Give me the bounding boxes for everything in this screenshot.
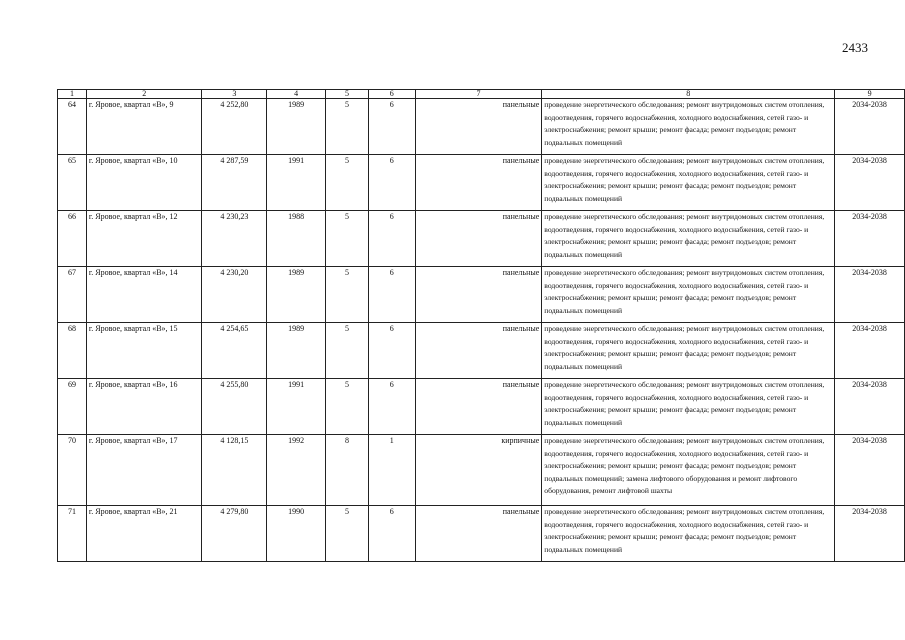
table-row bbox=[58, 379, 905, 435]
works-cell: проведение энергетического обследования; ремонт внутридомовых систем отопления, водоотведения, горячего водоснабжения, холодного водоснабжения, сетей газо- и электроснабжения; ремонт крыши; ремонт фасада; ремонт подъездов; ремонт подвальных помещений bbox=[542, 323, 835, 379]
address-cell: г. Яровое, квартал «В», 9 bbox=[86, 99, 202, 155]
floors-cell: 5 bbox=[326, 267, 369, 323]
works-cell: проведение энергетического обследования; ремонт внутридомовых систем отопления, водоотведения, горячего водоснабжения, холодного водоснабжения, сетей газо- и электроснабжения; ремонт крыши; ремонт фасада; ремонт подъездов; ремонт подвальных помещений bbox=[542, 99, 835, 155]
column-header: 8 bbox=[542, 90, 835, 99]
works-cell: проведение энергетического обследования; ремонт внутридомовых систем отопления, водоотведения, горячего водоснабжения, холодного водоснабжения, сетей газо- и электроснабжения; ремонт крыши; ремонт фасада; ремонт подъездов; ремонт подвальных помещений bbox=[542, 267, 835, 323]
address-cell: г. Яровое, квартал «В», 10 bbox=[86, 155, 202, 211]
period-cell: 2034-2038 bbox=[835, 267, 905, 323]
address-cell: г. Яровое, квартал «В», 12 bbox=[86, 211, 202, 267]
row-number: 71 bbox=[58, 506, 87, 562]
wall-material-cell: панельные bbox=[415, 155, 542, 211]
wall-material-cell: панельные bbox=[415, 99, 542, 155]
area-cell: 4 287,59 bbox=[202, 155, 267, 211]
year-cell: 1989 bbox=[267, 267, 326, 323]
column-header: 2 bbox=[86, 90, 202, 99]
row-number: 65 bbox=[58, 155, 87, 211]
area-cell: 4 230,20 bbox=[202, 267, 267, 323]
wall-material-cell: панельные bbox=[415, 323, 542, 379]
column-header: 7 bbox=[415, 90, 542, 99]
address-cell: г. Яровое, квартал «В», 15 bbox=[86, 323, 202, 379]
column-header: 9 bbox=[835, 90, 905, 99]
floors-cell: 5 bbox=[326, 379, 369, 435]
row-number: 64 bbox=[58, 99, 87, 155]
address-cell: г. Яровое, квартал «В», 17 bbox=[86, 435, 202, 506]
entrances-cell: 6 bbox=[368, 506, 415, 562]
column-header: 6 bbox=[368, 90, 415, 99]
wall-material-cell: панельные bbox=[415, 267, 542, 323]
entrances-cell: 6 bbox=[368, 267, 415, 323]
works-cell: проведение энергетического обследования; ремонт внутридомовых систем отопления, водоотведения, горячего водоснабжения, холодного водоснабжения, сетей газо- и электроснабжения; ремонт крыши; ремонт фасада; ремонт подъездов; ремонт подвальных помещений bbox=[542, 155, 835, 211]
floors-cell: 5 bbox=[326, 211, 369, 267]
row-number: 68 bbox=[58, 323, 87, 379]
table-row bbox=[58, 267, 905, 323]
column-header: 4 bbox=[267, 90, 326, 99]
area-cell: 4 230,23 bbox=[202, 211, 267, 267]
wall-material-cell: панельные bbox=[415, 211, 542, 267]
column-header: 3 bbox=[202, 90, 267, 99]
floors-cell: 5 bbox=[326, 99, 369, 155]
year-cell: 1991 bbox=[267, 155, 326, 211]
table-row bbox=[58, 506, 905, 562]
period-cell: 2034-2038 bbox=[835, 379, 905, 435]
row-number: 70 bbox=[58, 435, 87, 506]
table-row bbox=[58, 99, 905, 155]
entrances-cell: 6 bbox=[368, 323, 415, 379]
floors-cell: 8 bbox=[326, 435, 369, 506]
wall-material-cell: панельные bbox=[415, 506, 542, 562]
address-cell: г. Яровое, квартал «В», 16 bbox=[86, 379, 202, 435]
address-cell: г. Яровое, квартал «В», 21 bbox=[86, 506, 202, 562]
column-number-row bbox=[58, 90, 905, 99]
period-cell: 2034-2038 bbox=[835, 211, 905, 267]
works-cell: проведение энергетического обследования; ремонт внутридомовых систем отопления, водоотведения, горячего водоснабжения, холодного водоснабжения, сетей газо- и электроснабжения; ремонт крыши; ремонт фасада; ремонт подъездов; ремонт подвальных помещений; замена лифтового оборудования и ремонт лифтового оборудования, ремонт лифтовой шахты bbox=[542, 435, 835, 506]
year-cell: 1992 bbox=[267, 435, 326, 506]
wall-material-cell: кирпичные bbox=[415, 435, 542, 506]
entrances-cell: 6 bbox=[368, 155, 415, 211]
works-cell: проведение энергетического обследования; ремонт внутридомовых систем отопления, водоотведения, горячего водоснабжения, холодного водоснабжения, сетей газо- и электроснабжения; ремонт крыши; ремонт фасада; ремонт подъездов; ремонт подвальных помещений bbox=[542, 379, 835, 435]
area-cell: 4 279,80 bbox=[202, 506, 267, 562]
wall-material-cell: панельные bbox=[415, 379, 542, 435]
floors-cell: 5 bbox=[326, 323, 369, 379]
year-cell: 1990 bbox=[267, 506, 326, 562]
period-cell: 2034-2038 bbox=[835, 323, 905, 379]
housing-repair-table bbox=[57, 89, 905, 562]
row-number: 69 bbox=[58, 379, 87, 435]
period-cell: 2034-2038 bbox=[835, 506, 905, 562]
period-cell: 2034-2038 bbox=[835, 435, 905, 506]
works-cell: проведение энергетического обследования; ремонт внутридомовых систем отопления, водоотведения, горячего водоснабжения, холодного водоснабжения, сетей газо- и электроснабжения; ремонт крыши; ремонт фасада; ремонт подъездов; ремонт подвальных помещений bbox=[542, 506, 835, 562]
address-cell: г. Яровое, квартал «В», 14 bbox=[86, 267, 202, 323]
year-cell: 1989 bbox=[267, 323, 326, 379]
year-cell: 1991 bbox=[267, 379, 326, 435]
entrances-cell: 6 bbox=[368, 99, 415, 155]
row-number: 66 bbox=[58, 211, 87, 267]
table-row bbox=[58, 155, 905, 211]
column-header: 5 bbox=[326, 90, 369, 99]
table-row bbox=[58, 435, 905, 506]
floors-cell: 5 bbox=[326, 506, 369, 562]
floors-cell: 5 bbox=[326, 155, 369, 211]
period-cell: 2034-2038 bbox=[835, 155, 905, 211]
entrances-cell: 1 bbox=[368, 435, 415, 506]
period-cell: 2034-2038 bbox=[835, 99, 905, 155]
year-cell: 1988 bbox=[267, 211, 326, 267]
year-cell: 1989 bbox=[267, 99, 326, 155]
row-number: 67 bbox=[58, 267, 87, 323]
works-cell: проведение энергетического обследования; ремонт внутридомовых систем отопления, водоотведения, горячего водоснабжения, холодного водоснабжения, сетей газо- и электроснабжения; ремонт крыши; ремонт фасада; ремонт подъездов; ремонт подвальных помещений bbox=[542, 211, 835, 267]
entrances-cell: 6 bbox=[368, 379, 415, 435]
page-number: 2433 bbox=[842, 40, 868, 55]
table-row bbox=[58, 323, 905, 379]
entrances-cell: 6 bbox=[368, 211, 415, 267]
column-header: 1 bbox=[58, 90, 87, 99]
area-cell: 4 254,65 bbox=[202, 323, 267, 379]
area-cell: 4 252,80 bbox=[202, 99, 267, 155]
table-row bbox=[58, 211, 905, 267]
area-cell: 4 128,15 bbox=[202, 435, 267, 506]
area-cell: 4 255,80 bbox=[202, 379, 267, 435]
